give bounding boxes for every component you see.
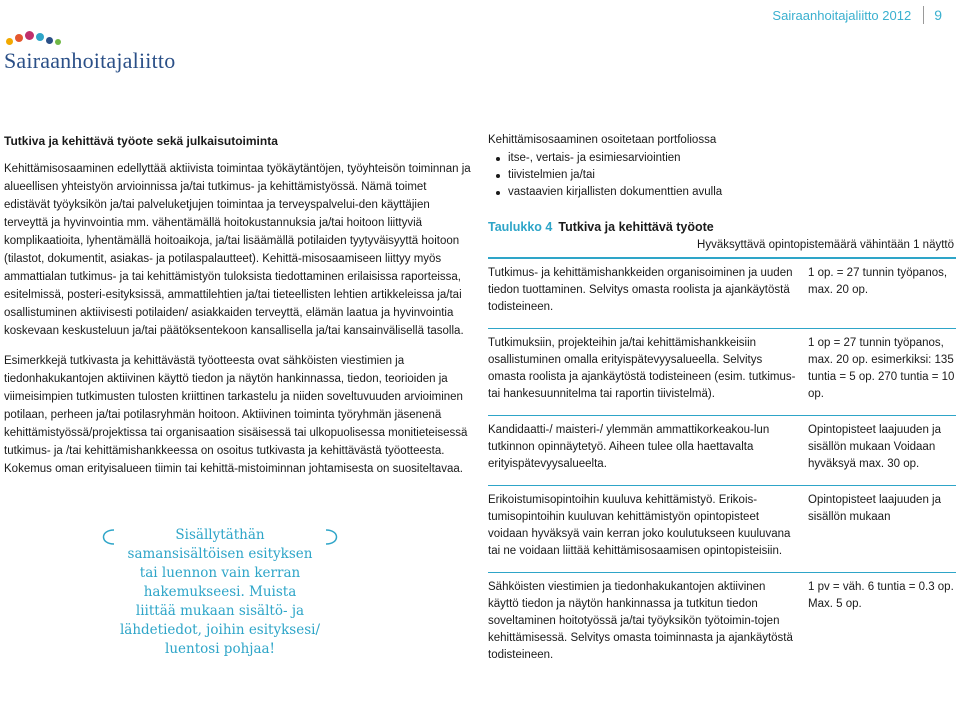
callout-line: liittää mukaan sisältö- ja: [135, 603, 305, 619]
list-item: tiivistelmien ja/tai: [508, 167, 956, 184]
table-cell-credits: 1 pv = väh. 6 tuntia = 0.3 op. Max. 5 op.: [808, 581, 954, 610]
table-cell-credits: 1 op. = 27 tunnin työpanos, max. 20 op.: [808, 267, 948, 296]
header-separator: [923, 6, 924, 24]
callout-line: samansisältöisen esityksen: [127, 546, 313, 562]
table-cell-credits: 1 op = 27 tunnin työpanos, max. 20 op. esimerkiksi: 135 tuntia = 5 op. 270 tuntia = 10 op.: [808, 337, 955, 400]
section-heading: Tutkiva ja kehittävä työote sekä julkaisutoiminta: [4, 134, 278, 148]
portfolio-intro: Kehittämisosaaminen osoitetaan portfoliossa: [488, 134, 717, 146]
callout-bubble: [100, 520, 340, 670]
table-cell-credits: Opintopisteet laajuuden ja sisällön mukaan: [808, 494, 941, 523]
right-column: [488, 132, 956, 676]
table-cell-credits: Opintopisteet laajuuden ja sisällön mukaan Voidaan hyväksyä max. 30 op.: [808, 424, 941, 470]
logo-text: Sairaanhoitajaliitto: [4, 48, 176, 73]
table-title: [488, 219, 956, 236]
table-row: [488, 486, 956, 573]
table-row: [488, 259, 956, 329]
callout-text: [100, 526, 340, 659]
logo: [4, 30, 174, 74]
table-cell-description: Erikoistumisopintoihin kuuluva kehittämistyö. Erikois-tumisopintoihin kuuluvan kehittämistyön opintopisteet voidaan hyväksyä vain kerran joko koulutukseen kuuluvana tai ne voidaan liittää kehittämisosaamisen opintopisteisiin.: [488, 494, 791, 557]
callout-line: Sisällytäthän: [175, 527, 265, 543]
page-number: 9: [934, 7, 942, 23]
table-cell-description: Kandidaatti-/ maisteri-/ ylemmän ammattikorkeakou-lun tutkinnon opinnäytetyö. Aiheen tulee olla haettavalta erityispätevyysalueelta.: [488, 424, 770, 470]
table-cell-description: Tutkimuksiin, projekteihin ja/tai kehittämishankkeisiin osallistuminen omalla erityispätevyysalueella. Selvitys omasta roolista ja ajankäytöstä todisteineen (esim. tutkimus- tai hankesuunnitelma tai raportin tiivistelmä).: [488, 337, 796, 400]
left-column: [4, 132, 472, 490]
paragraph-esimerkkeja: Esimerkkejä tutkivasta ja kehittävästä työotteesta ovat sähköisten viestimien ja tiedonhakukantojen aktiivinen käyttö tiedon ja näytön hankinnassa, tiedon, teorioiden ja viimeisimpien tutkimusten tulosten kriittinen tarkastelu ja niiden soveltuvuuden arvioiminen potilaan, perheen ja/tai potilasryhmän hoitoon. Aktiivinen toiminta työryhmän jäsenenä kehittämistyössä/projektissa tai organisaation sisäisessä tai ulkopuolisessa monitieteisessä tutkimus- ja /tai kehittämishankkeessa on osoitus tutkivasta ja kehittävästä työotteesta. Kokemus oman erityisalueen tiimin tai kehittä-mistoiminnan johtamisesta on suositeltavaa.: [4, 355, 468, 475]
callout-line: luentosi pohjaa!: [165, 641, 275, 657]
table-row: [488, 329, 956, 416]
table-cell-description: Sähköisten viestimien ja tiedonhakukantojen aktiivinen käyttö tiedon ja näytön hankinnassa ja tutkitun tiedon soveltaminen hoitotyössä ja/tai työyksikön työtoimin-tojen kehittämisessä. Selvitys omasta toiminnasta ja ajankäytöstä todisteineen.: [488, 581, 793, 661]
table-cell-description: Tutkimus- ja kehittämishankkeiden organisoiminen ja uuden tiedon tuottaminen. Selvitys omasta roolista ja ajankäytöstä todisteineen.: [488, 267, 793, 313]
list-item: vastaavien kirjallisten dokumenttien avulla: [508, 184, 956, 201]
callout-line: lähdetiedot, joihin esityksesi/: [119, 622, 320, 638]
logo-dots-icon: [4, 30, 74, 46]
header-org-year: Sairaanhoitajaliitto 2012: [772, 7, 912, 23]
callout-line: tai luennon vain kerran: [139, 565, 301, 581]
requirements-table: [488, 259, 956, 676]
table-key: Taulukko 4: [488, 220, 553, 234]
page-header: [772, 6, 942, 24]
portfolio-bullet-list: [488, 150, 956, 201]
paragraph-kehittamisosaaminen: Kehittämisosaaminen edellyttää aktiivista toimintaa työkäytäntöjen, työyhteisön toiminnan ja alueellisen yhteistyön arvioinnissa ja/tai tutkimus- ja kehittämistyössä. Nämä toimet edistävät työyksikön ja/tai palveluketjujen toimintaa ja terveyspalvelui-den käyttäjien terveyttä ja hyvinvointia mm. vähentämällä hoitokustannuksia ja/tai hoitoon liittyviä komplikaatioita, lyhentämällä hoitoaikoja, ja/tai lisäämällä potilaiden tyytyväisyyttä hoitoon (tilastot, dokumentit, asiakas- ja potilaspalautteet). Kehittä-misosaamiseen liittyy myös ammattialan tutkimus- ja tai kehittämistyön tuloksista tiedottaminen erilaisissa raporteissa, esitelmissä, posteri-esityksissä, ammattilehtien ja/tai tieteellisten lehtien artikkeleissa ja/tai osallistuminen aktiivisesti potilaiden/ asiakkaiden terveyttä, elämän laatua ja hyvinvointia koskevaan keskusteluun ja/tai päätöksentekoon kansallisella ja/tai kansainvälisellä tasolla.: [4, 163, 471, 337]
table-subtitle: Hyväksyttävä opintopistemäärä vähintään 1 näyttö: [697, 239, 954, 251]
table-title-text: Tutkiva ja kehittävä työote: [558, 220, 714, 234]
list-item: itse-, vertais- ja esimiesarviointien: [508, 150, 956, 167]
table-row: [488, 416, 956, 486]
callout-line: hakemukseesi. Muista: [143, 584, 297, 600]
table-row: [488, 573, 956, 676]
